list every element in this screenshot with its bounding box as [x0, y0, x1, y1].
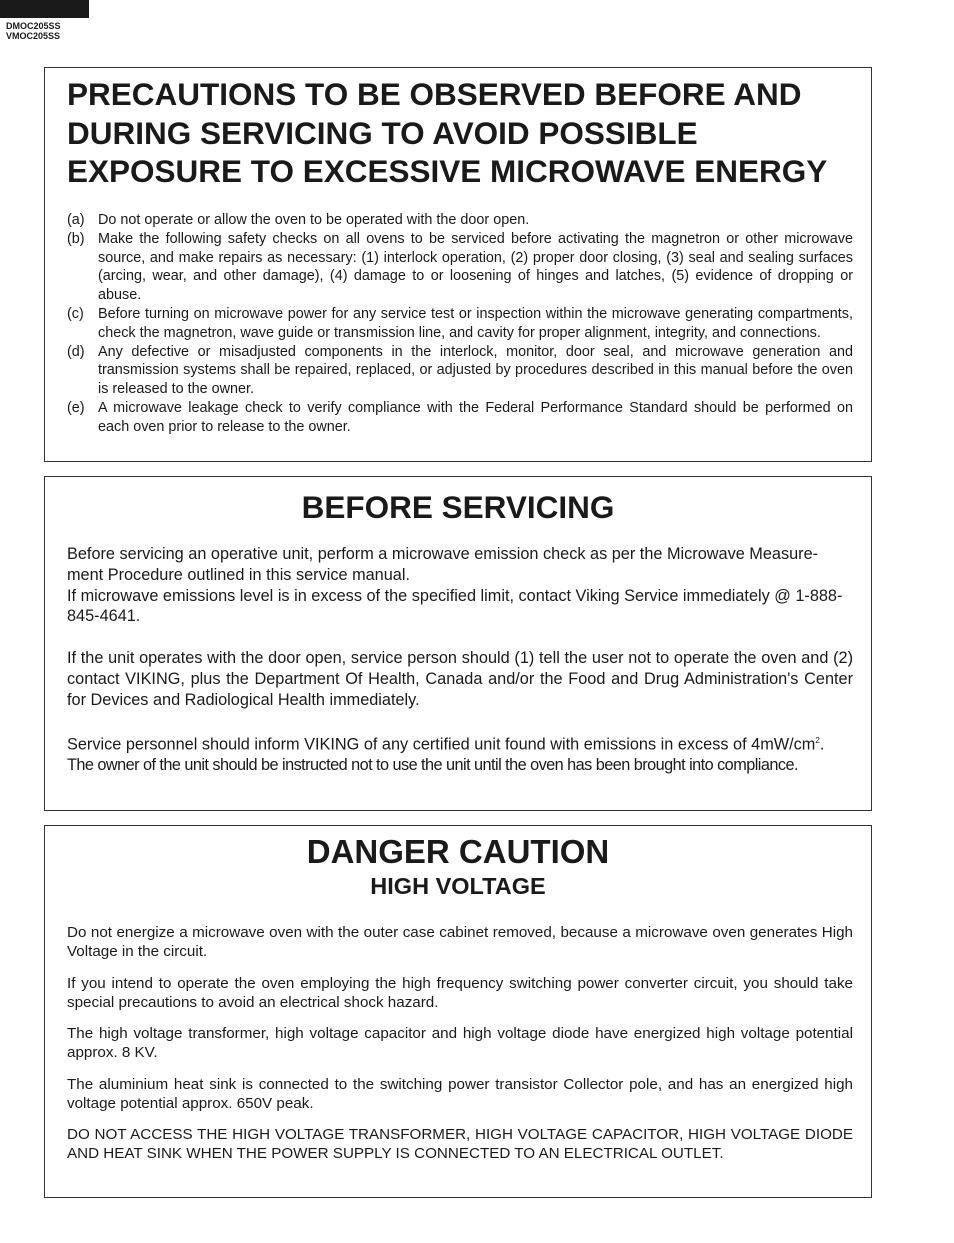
list-item-text: Before turning on microwave power for any service test or inspection within the microwave generating compartments, check the magnetron, wave guide or transmission line, and cavity for proper alignment, integrity, and connections.: [98, 305, 853, 341]
danger-caution-body: [67, 923, 853, 1176]
before-servicing-title: BEFORE SERVICING: [301, 489, 615, 525]
list-item-text: A microwave leakage check to verify compliance with the Federal Performance Standard should be performed on each oven prior to release to the owner.: [98, 399, 853, 435]
before-servicing-section: [44, 476, 872, 811]
paragraph-spacer: [67, 627, 853, 648]
danger-paragraph: If you intend to operate the oven employing the high frequency switching power converter circuit, you should take special precautions to avoid an electrical shock hazard.: [67, 974, 853, 1011]
danger-paragraph: The aluminium heat sink is connected to the switching power transistor Collector pole, and has an energized high voltage potential approx. 650V peak.: [67, 1075, 853, 1112]
list-item-text: Do not operate or allow the oven to be operated with the door open.: [98, 212, 530, 228]
model-number-2: VMOC205SS: [6, 31, 61, 41]
before-servicing-paragraph-2: If microwave emissions level is in excess of the specified limit, contact Viking Service immediately @ 1-888-845-4641.: [67, 586, 843, 626]
list-item-text: Make the following safety checks on all ovens to be serviced before activating the magnetron or other microwave source, and make repairs as necessary: (1) interlock operation, (2) proper door closing, (3) seal and sealing surfaces (arcing, wear, and other damage), (4) damage to or loosening of hinges and latches, (5) evidence of dropping or abuse.: [98, 230, 853, 304]
danger-paragraph: The high voltage transformer, high voltage capacitor and high voltage diode have energized high voltage potential approx. 8 KV.: [67, 1025, 853, 1061]
before-servicing-paragraph-3: If the unit operates with the door open, service person should (1) tell the user not to operate the oven and (2) contact VIKING, plus the Department Of Health, Canada and/or the Food and Drug Administration's Center for Devices and Radiological Health immediately.: [67, 648, 853, 709]
danger-paragraph: DO NOT ACCESS THE HIGH VOLTAGE TRANSFORMER, HIGH VOLTAGE CAPACITOR, HIGH VOLTAGE DIODE AND HEAT SINK WHEN THE POWER SUPPLY IS CONNECTED TO AN ELECTRICAL OUTLET.: [67, 1126, 853, 1162]
list-item: [67, 230, 853, 305]
list-item: [67, 399, 853, 437]
list-item-label: (e): [67, 399, 85, 416]
paragraph-4-period: .: [819, 735, 825, 754]
list-item-label: (a): [67, 212, 85, 228]
before-servicing-paragraph-5: The owner of the unit should be instructed not to use the unit until the oven has been brought into compliance.: [67, 756, 798, 775]
model-numbers: [6, 21, 61, 41]
superscript-2: 2: [815, 736, 820, 746]
list-item: [67, 343, 853, 399]
model-number-1: DMOC205SS: [6, 21, 61, 31]
before-servicing-paragraph-1: Before servicing an operative unit, perform a microwave emission check as per the Microwave Measure-ment Procedure outlined in this service manual.: [67, 545, 819, 584]
paragraph-spacer: [67, 710, 853, 731]
list-item-label: (d): [67, 343, 85, 360]
danger-caution-section: [44, 825, 872, 1198]
header-tab-bar: [0, 0, 89, 18]
list-item: [67, 211, 853, 230]
high-voltage-subtitle: HIGH VOLTAGE: [370, 873, 546, 899]
precautions-list: [67, 211, 853, 437]
paragraph-4-text: Service personnel should inform VIKING of any certified unit found with emissions in excess of 4mW/cm: [67, 735, 816, 754]
list-item-text: Any defective or misadjusted components in the interlock, monitor, door seal, and microwave generation and transmission systems shall be repaired, replaced, or adjusted by procedures described in this manual before the oven is released to the owner.: [98, 343, 853, 398]
danger-paragraph: Do not energize a microwave oven with the outer case cabinet removed, because a microwave oven generates High Voltage in the circuit.: [67, 924, 853, 960]
danger-caution-title: DANGER CAUTION: [306, 833, 610, 870]
precautions-title: PRECAUTIONS TO BE OBSERVED BEFORE AND DURING SERVICING TO AVOID POSSIBLE EXPOSURE TO EXCESSIVE MICROWAVE ENERGY: [67, 76, 828, 189]
list-item: [67, 305, 853, 343]
before-servicing-paragraph-4: [67, 731, 853, 755]
precautions-section: [44, 67, 872, 462]
before-servicing-body: [67, 544, 853, 776]
list-item-label: (b): [67, 230, 85, 247]
list-item-label: (c): [67, 305, 84, 322]
